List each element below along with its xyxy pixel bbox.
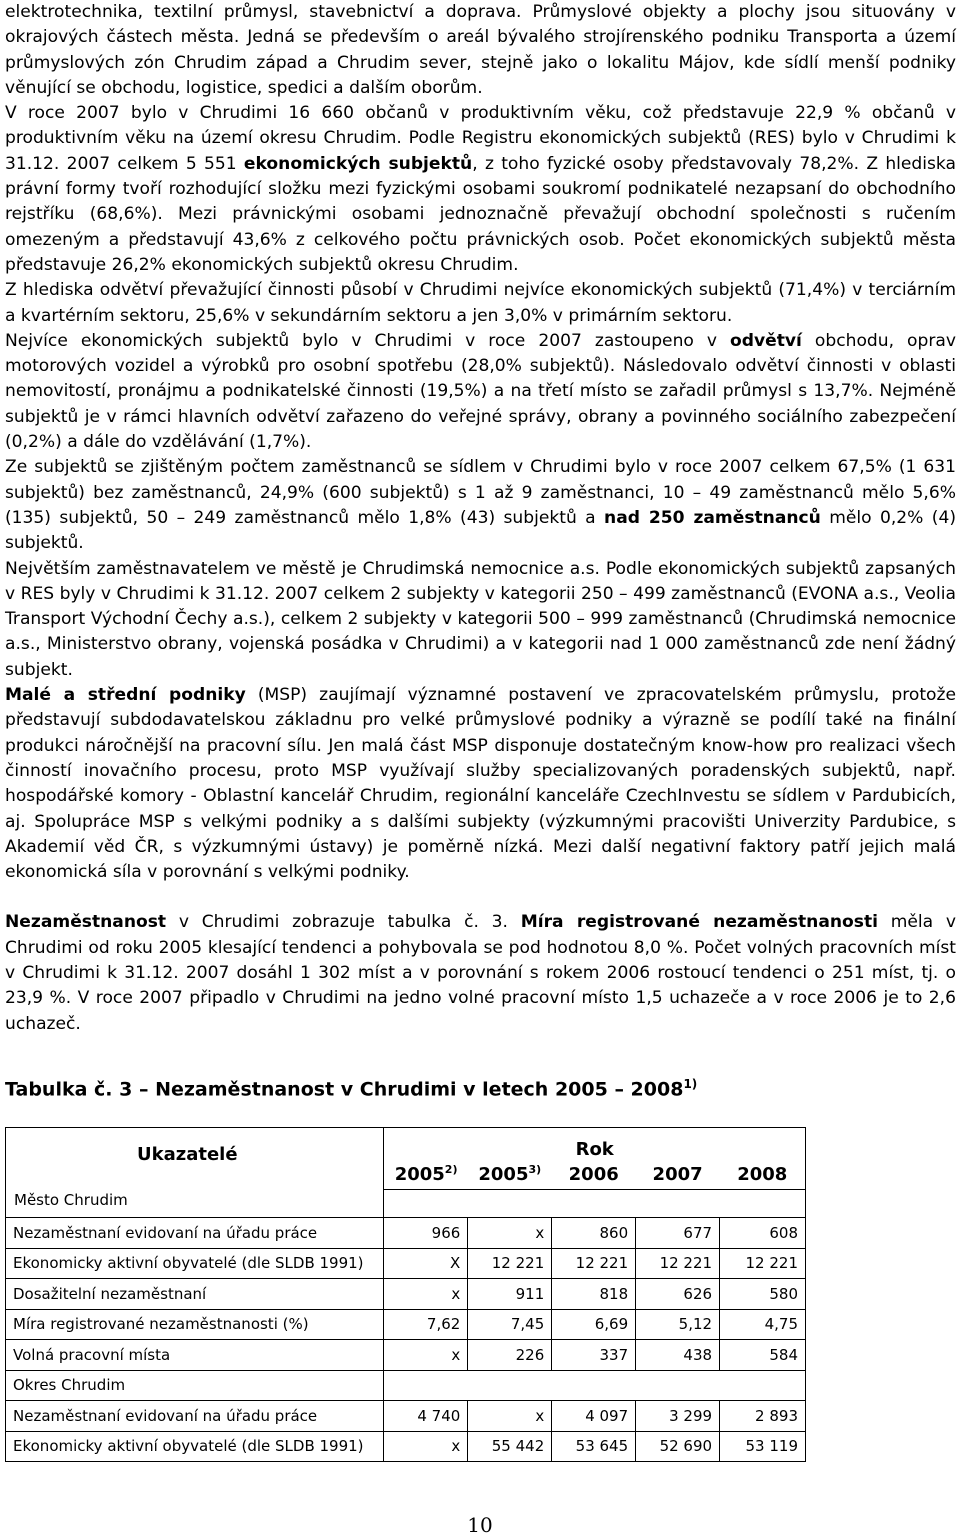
caption-footnote: 1) — [683, 1076, 698, 1091]
value-cell: x — [468, 1401, 552, 1432]
value-cell: 626 — [636, 1279, 720, 1310]
value-cell: 4 097 — [552, 1401, 636, 1432]
text-run: Ze subjektů se zjištěným počtem zaměstnanců se sídlem v Chrudimi bylo v roce 2007 celkem 67,5% (1 631 subjektů) bez zaměstnanců, 24,9% (600 subjektů) s 1 až 9 zaměstnanci, 10 – 49 zaměstnanců mělo 5,6% (135) subjektů, 50 – 249 zaměstnanců mělo 1,8% (43) subjektů a — [5, 457, 956, 528]
district-rows — [6, 1401, 806, 1462]
table-row — [6, 1279, 806, 1310]
text-run: obchodu, oprav motorových vozidel a výrobků pro osobní spotřebu (28,0% subjektů). Následovalo odvětví činnosti v oblasti nemovitostí, pronájmu a podnikatelské činnosti (19,5%) a na třetí místo se zařadil průmysl s 13,7%. Nejméně subjektů je v rámci hlavních odvětví zařazeno do veřejné správy, obrany a povinného sociálního zabezpečení (0,2%) a dále do vzdělávání (1,7%). — [5, 330, 956, 453]
page-number: 10 — [467, 1513, 493, 1537]
bold-term: odvětví — [730, 330, 802, 351]
year-header: Rok — [384, 1128, 806, 1160]
bold-term: Malé a střední podniky — [5, 685, 246, 706]
row-label: Ekonomicky aktivní obyvatelé (dle SLDB 1991) — [6, 1248, 384, 1279]
table-row — [6, 1218, 806, 1249]
year-footnote: 2) — [444, 1163, 458, 1177]
table-row — [6, 1340, 806, 1371]
table-row — [6, 1248, 806, 1279]
value-cell: 55 442 — [468, 1431, 552, 1462]
text-run: , z toho fyzické osoby představovaly 78,2%. Z hlediska právní formy tvoří rozhodující složku mezi fyzickými osobami soukromí podnikatelé nezapsaní do obchodního rejstříku (68,6%). Mezi právnickými osobami jednoznačně převažují obchodní společnosti s ručením omezeným a představují 43,6% z celkového počtu právnických osob. Počet ekonomických subjektů města představuje 26,2% ekonomických subjektů okresu Chrudim. — [5, 153, 957, 275]
bold-term: ekonomických subjektů — [243, 153, 473, 174]
value-cell: 7,45 — [468, 1309, 552, 1340]
year-cell — [468, 1160, 552, 1190]
value-cell: 52 690 — [636, 1431, 720, 1462]
paragraph-employers: Největším zaměstnavatelem ve městě je Chrudimská nemocnice a.s. Podle ekonomických subjektů zapsaných v RES byly v Chrudimi k 31.12. 2007 celkem 2 subjekty v kategorii 250 – 499 zaměstnanců (EVONA a.s., Veolia Transport Východní Čechy a.s.), celkem 2 subjekty v kategorii 500 – 999 zaměstnanců (Chrudimská nemocnice a.s., Ministerstvo obrany, vojenská posádka v Chrudimi) a v kategorii nad 1 000 zaměstnanců zde není žádný subjekt. — [5, 558, 956, 680]
value-cell: 677 — [636, 1218, 720, 1249]
paragraph-employees — [5, 455, 956, 556]
value-cell: 911 — [468, 1279, 552, 1310]
value-cell: 580 — [720, 1279, 806, 1310]
value-cell: 53 645 — [552, 1431, 636, 1462]
paragraph-branches — [5, 329, 956, 455]
text-run: v Chrudimi zobrazuje tabulka č. 3. — [166, 912, 521, 933]
year-cell: 2008 — [720, 1160, 806, 1190]
document-page — [5, 0, 956, 1101]
row-label: Nezaměstnaní evidovaní na úřadu práce — [6, 1401, 384, 1432]
paragraph-economic-subjects — [5, 101, 956, 278]
value-cell: 5,12 — [636, 1309, 720, 1340]
value-cell: 226 — [468, 1340, 552, 1371]
value-cell: x — [384, 1279, 468, 1310]
spacer — [5, 885, 956, 910]
value-cell: 12 221 — [552, 1248, 636, 1279]
value-cell: 966 — [384, 1218, 468, 1249]
table-row — [6, 1401, 806, 1432]
section-district: Okres Chrudim — [6, 1370, 384, 1401]
table-row — [6, 1309, 806, 1340]
value-cell: 2 893 — [720, 1401, 806, 1432]
value-cell: x — [384, 1340, 468, 1371]
unemployment-table — [5, 1127, 806, 1462]
section-district-row — [6, 1370, 806, 1401]
paragraph-unemployment — [5, 910, 956, 1036]
value-cell: 818 — [552, 1279, 636, 1310]
paragraph-sectors: Z hlediska odvětví převažující činnosti působí v Chrudimi nejvíce ekonomických subjektů (71,4%) v terciárním a kvartérním sektoru, 25,6% v sekundárním sektoru a jen 3,0% v primárním sektoru. — [5, 280, 956, 326]
row-label: Míra registrované nezaměstnanosti (%) — [6, 1309, 384, 1340]
text-run: (MSP) zaujímají významné postavení ve zpracovatelském průmyslu, protože představují subdodavatelskou základnu pro velké průmyslové podniky a výrazně se podílí také na finální produkci náročnější na pracovní sílu. Jen malá část MSP disponuje dostatečným know-how pro realizaci všech činností inovačního procesu, proto MSP využívají služby specializovaných poradenských subjektů, např. hospodářské komory - Oblastní kancelář Chrudim, regionální kanceláře CzechInvestu se sídlem v Pardubicích, aj. Spolupráce MSP s velkými podniky a s dalšími subjekty (výzkumnými pracovišti Univerzity Pardubice, s Akademií věd ČR, s výzkumnými ústavy) je poměrně nízká. Mezi další negativní faktory patří jejich malá ekonomická síla v porovnání s velkými podniky. — [5, 685, 956, 883]
value-cell: 584 — [720, 1340, 806, 1371]
paragraph-sme — [5, 683, 956, 885]
year-cell: 2006 — [552, 1160, 636, 1190]
row-label: Ekonomicky aktivní obyvatelé (dle SLDB 1991) — [6, 1431, 384, 1462]
row-label: Dosažitelní nezaměstnaní — [6, 1279, 384, 1310]
spacer — [5, 1037, 956, 1072]
value-cell: 12 221 — [468, 1248, 552, 1279]
bold-term: Míra registrované nezaměstnanosti — [520, 912, 878, 933]
bold-term: Nezaměstnanost — [5, 912, 167, 933]
caption-text: Tabulka č. 3 – Nezaměstnanost v Chrudimi v letech 2005 – 2008 — [5, 1078, 684, 1101]
value-cell: 4 740 — [384, 1401, 468, 1432]
value-cell: 53 119 — [720, 1431, 806, 1462]
value-cell: 860 — [552, 1218, 636, 1249]
empty-cell — [384, 1190, 806, 1218]
value-cell: X — [384, 1248, 468, 1279]
year-label: 2005 — [478, 1164, 529, 1186]
value-cell: 6,69 — [552, 1309, 636, 1340]
value-cell: 7,62 — [384, 1309, 468, 1340]
year-cell: 2007 — [636, 1160, 720, 1190]
indicator-header-cell — [6, 1128, 384, 1218]
value-cell: 337 — [552, 1340, 636, 1371]
text-run: mělo 0,2% (4) subjektů. — [5, 507, 957, 554]
value-cell: x — [468, 1218, 552, 1249]
year-cell — [384, 1160, 468, 1190]
value-cell: 608 — [720, 1218, 806, 1249]
value-cell: 4,75 — [720, 1309, 806, 1340]
value-cell: 3 299 — [636, 1401, 720, 1432]
text-run: V roce 2007 bylo v Chrudimi 16 660 občanů v produktivním věku, což představuje 22,9 % občanů v produktivním věku na území okresu Chrudim. Podle Registru ekonomických subjektů (RES) bylo v Chrudimi k 31.12. 2007 celkem 5 551 — [5, 103, 956, 174]
paragraph-industry: elektrotechnika, textilní průmysl, stavebnictví a doprava. Průmyslové objekty a plochy jsou situovány v okrajových částech města. Jedná se především o areál bývalého strojírenského podniku Transporta a území průmyslových zón Chrudim západ a Chrudim sever, stejně jako o lokalitu Májov, kde sídlí menší podniky věnující se obchodu, logistice, spedici a dalším oborům. — [5, 2, 956, 98]
section-city: Město Chrudim — [14, 1191, 128, 1209]
year-footnote: 3) — [528, 1163, 542, 1177]
empty-cell — [384, 1370, 806, 1401]
text-run: měla v Chrudimi od roku 2005 klesající tendenci a pohybovala se pod hodnotou 8,0 %. Počet volných pracovních míst v Chrudimi k 31.12. 2007 dosáhl 1 302 míst a v porovnání s rokem 2006 rostoucí tendenci o 251 míst, tj. o 23,9 %. V roce 2007 připadlo v Chrudimi na jedno volné pracovní místo 1,5 uchazeče a v roce 2006 je to 2,6 uchazeč. — [5, 912, 956, 1034]
row-label: Volná pracovní místa — [6, 1340, 384, 1371]
text-run: Nejvíce ekonomických subjektů bylo v Chrudimi v roce 2007 zastoupeno v — [5, 330, 731, 351]
value-cell: 438 — [636, 1340, 720, 1371]
value-cell: 12 221 — [720, 1248, 806, 1279]
year-label: 2005 — [394, 1164, 445, 1186]
table-header-row — [6, 1128, 806, 1160]
value-cell: x — [384, 1431, 468, 1462]
city-rows — [6, 1218, 806, 1371]
value-cell: 12 221 — [636, 1248, 720, 1279]
bold-term: nad 250 zaměstnanců — [604, 507, 821, 528]
table-row — [6, 1431, 806, 1462]
row-label: Nezaměstnaní evidovaní na úřadu práce — [6, 1218, 384, 1249]
table-caption — [5, 1072, 956, 1101]
indicator-header: Ukazatelé — [137, 1144, 238, 1165]
